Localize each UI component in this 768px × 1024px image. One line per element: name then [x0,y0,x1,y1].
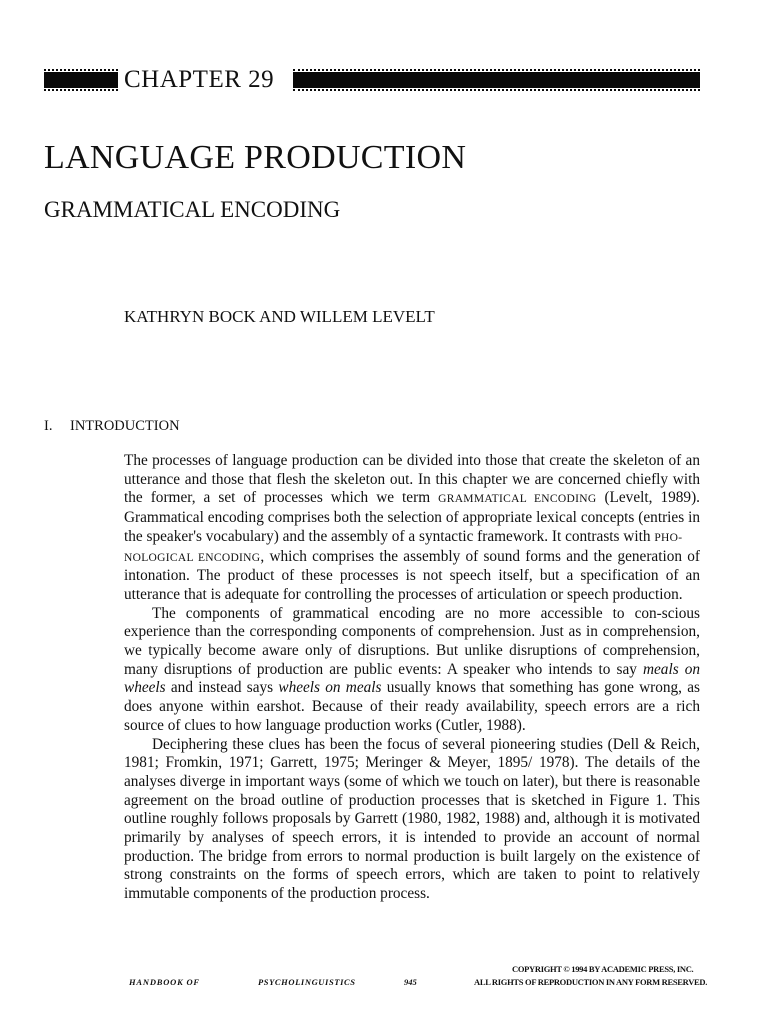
body-text [124,452,700,904]
authors: KATHRYN BOCK AND WILLEM LEVELT [124,307,435,326]
chapter-subtitle: GRAMMATICAL ENCODING [44,197,341,222]
paragraph-3 [124,736,700,904]
rights-reserved: ALL RIGHTS OF REPRODUCTION IN ANY FORM RESERVED. [474,977,708,987]
term-grammatical-encoding: GRAMMATICAL ENCODING [438,493,597,506]
chapter-bar-left [44,72,118,88]
example-meals-on-wheels: meals on wheels [124,660,701,697]
paragraph-2-text-2: and instead says [165,679,279,697]
paragraph-1-text-2: (Levelt, 1989). Grammatical encoding comprises both the selection of appropriate lexical concepts (entries in the speaker's vocabulary) and the assembly of a syntactic framework. It contrasts with [124,489,700,545]
footer-book-title-part1: HANDBOOK OF [129,977,200,987]
chapter-title: LANGUAGE PRODUCTION [44,139,467,176]
footer-book-title-part2: PSYCHOLINGUISTICS [258,977,356,987]
paragraph-3-text-1: Deciphering these clues has been the focus of several pioneering studies (Dell & Reich, 1981; Fromkin, 1971; Garrett, 1975; Meringer & Meyer, 1895/ 1978). The details of the analyses diverge in important ways (some of which we touch on later), but there is reasonable agreement on the broad outline of production processes that is sketched in Figure 1. This outline roughly follows proposals by Garrett (1980, 1982, 1988) and, although it is motivated primarily by analyses of speech errors, it is intended to provide an account of normal production. The bridge from errors to normal production is built largely on the existence of strong constraints on the forms of speech errors, which are taken to point to relatively immutable components of the production process. [124,735,700,903]
paragraph-1-text-3: , which comprises the assembly of sound forms and the generation of intonation. The product of these processes is not speech itself, but a specification of an utterance that is adequate for controlling the processes of articulation or speech production. [124,547,700,603]
chapter-bar-right [293,72,700,88]
term-phonological-encoding-b: NOLOGICAL ENCODING [124,551,261,564]
paragraph-1-text-1: The processes of language production can be divided into those that create the skeleton of an utterance and those that flesh the skeleton out. In this chapter we are concerned chiefly with the former, a set of processes which we term [124,452,700,507]
chapter-label: CHAPTER 29 [124,66,275,93]
paragraph-2-text-3: usually knows that something has gone wrong, as does anyone within earshot. Because of their ready availability, speech errors are a rich source of clues to how language production works (Cutler, 1988). [124,679,700,734]
section-heading [44,416,180,436]
paragraph-2-text-1: The components of grammatical encoding are no more accessible to con-scious experience than the corresponding components of comprehension. Just as in comprehension, we typically become aware only of disruptions. But unlike disruptions of comprehension, many disruptions of production are public events: A speaker who intends to say [124,604,700,678]
section-title: INTRODUCTION [70,418,180,434]
copyright-notice: COPYRIGHT © 1994 BY ACADEMIC PRESS, INC. [512,964,694,974]
page-number: 945 [404,977,417,987]
section-number: I. [44,418,53,434]
chapter-header [44,66,700,94]
paragraph-1 [124,452,700,605]
paragraph-2 [124,605,700,736]
term-phonological-encoding-a: PHO- [654,531,683,544]
example-wheels-on-meals: wheels on meals [278,679,382,697]
